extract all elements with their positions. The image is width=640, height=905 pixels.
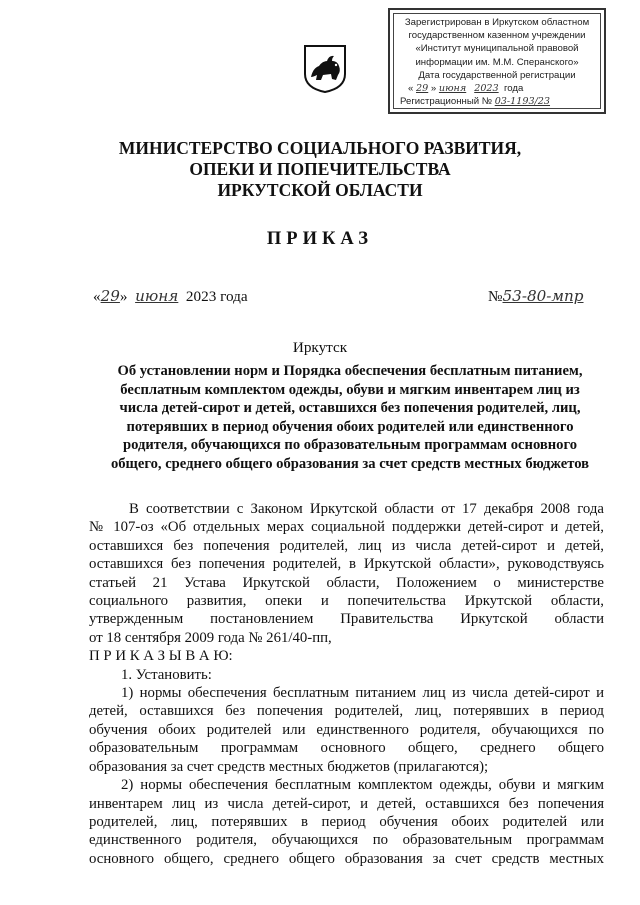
- order-number-value: 53-80-мпр: [502, 287, 584, 305]
- stamp-date-mid: »: [430, 83, 437, 95]
- stamp-date-year: 2023: [474, 83, 499, 95]
- stamp-date-suffix: года: [503, 83, 524, 95]
- order-subject: [90, 362, 610, 474]
- body-line: основного общего, среднего общего образования за счет средств местных: [89, 850, 604, 867]
- stamp-registration-date: [394, 82, 600, 95]
- stamp-date-open: «: [408, 83, 414, 95]
- body-line: П Р И К А З Ы В А Ю:: [89, 648, 233, 665]
- registration-stamp: [388, 8, 606, 114]
- stamp-registration-number: [394, 95, 600, 108]
- body-line: инвентарем лиц из числа детей-сирот, и детей, оставшихся без попечения: [89, 795, 604, 812]
- subject-line: Об установлении норм и Порядка обеспечения бесплатным питанием,: [117, 363, 583, 379]
- order-date-month: июня: [135, 287, 179, 305]
- ministry-name-line: МИНИСТЕРСТВО СОЦИАЛЬНОГО РАЗВИТИЯ,: [118, 138, 522, 158]
- stamp-regno-value: 03-1193/23: [494, 96, 551, 108]
- body-line: единственного родителя, обучающихся по образовательным программам: [89, 832, 604, 849]
- subject-line: общего, среднего общего образования за счет средств местных бюджетов: [110, 455, 590, 472]
- subject-line: бесплатным комплектом одежды, обуви и мягким инвентарем лиц из: [120, 381, 580, 398]
- body-line: социального развития, опеки и попечительства Иркутской области,: [89, 593, 604, 610]
- ministry-name-line: ОПЕКИ И ПОПЕЧИТЕЛЬСТВА: [189, 159, 451, 179]
- body-line: статьей 21 Устава Иркутской области, Положением о министерстве: [89, 574, 604, 591]
- order-date-close-quote: »: [119, 288, 128, 305]
- order-number-label: №: [488, 288, 503, 305]
- order-title: ПРИКАЗ: [266, 229, 374, 249]
- body-line: 1. Установить:: [121, 666, 212, 683]
- stamp-line: информации им. М.М. Сперанского»: [415, 56, 579, 68]
- ministry-name-line: ИРКУТСКОЙ ОБЛАСТИ: [217, 180, 423, 200]
- body-line: детей, оставшихся без попечения родителей, лиц, потерявших в период: [89, 703, 604, 720]
- stamp-date-month: июня: [438, 83, 467, 95]
- stamp-regno-label: Регистрационный №: [400, 96, 493, 108]
- body-line: образовательным программам основного общего, среднего общего: [89, 740, 604, 757]
- stamp-line: Дата государственной регистрации: [418, 69, 576, 81]
- order-date-year: 2023 года: [185, 288, 248, 305]
- subject-line: родителя, обучающихся по образовательным программам основного: [122, 437, 578, 454]
- order-body: [89, 500, 604, 868]
- body-line: утвержденным постановлением Правительства Иркутской области: [89, 611, 604, 628]
- city: Иркутск: [292, 339, 348, 356]
- ministry-name: [0, 138, 640, 201]
- stamp-line: государственном казенном учреждении: [408, 30, 586, 42]
- body-line: 2) нормы обеспечения бесплатным комплектом одежды, обуви и мягким: [121, 777, 604, 794]
- body-line: 1) нормы обеспечения бесплатным питанием лиц из числа детей-сирот и: [121, 685, 604, 702]
- body-line: оставшихся без попечения родителей, в Иркутской области», руководствуясь: [89, 556, 604, 573]
- subject-line: потерявших в период обучения обоих родителей или единственного: [126, 418, 574, 435]
- subject-line: числа детей-сирот и детей, оставшихся без попечения родителей, лиц,: [119, 400, 581, 417]
- stamp-date-day: 29: [416, 83, 429, 95]
- body-line: от 18 сентября 2009 года № 261/40-пп,: [89, 629, 332, 646]
- body-line: № 107-оз «Об отдельных мерах социальной поддержки детей-сирот и детей,: [89, 519, 604, 536]
- stamp-line: Зарегистрирован в Иркутском областном: [404, 17, 590, 28]
- stamp-line: «Институт муниципальной правовой: [415, 43, 579, 55]
- body-line: оставшихся без попечения родителей, лиц из числа детей-сирот и детей,: [89, 537, 604, 554]
- body-line: В соответствии с Законом Иркутской области от 17 декабря 2008 года: [129, 501, 604, 517]
- order-date: [93, 287, 248, 306]
- body-line: родителей, лиц, потерявших в период обучения обоих родителей или: [89, 813, 604, 830]
- registration-stamp-inner: [393, 13, 601, 109]
- order-date-day: 29: [100, 287, 120, 305]
- order-number: [488, 287, 584, 306]
- order-date-open-quote: «: [93, 288, 101, 305]
- body-line: обучения обоих родителей или единственного родителя, обучающихся по: [89, 721, 604, 738]
- body-line: образования за счет средств местных бюджетов (прилагаются);: [89, 758, 489, 775]
- coat-of-arms-icon: [303, 44, 347, 94]
